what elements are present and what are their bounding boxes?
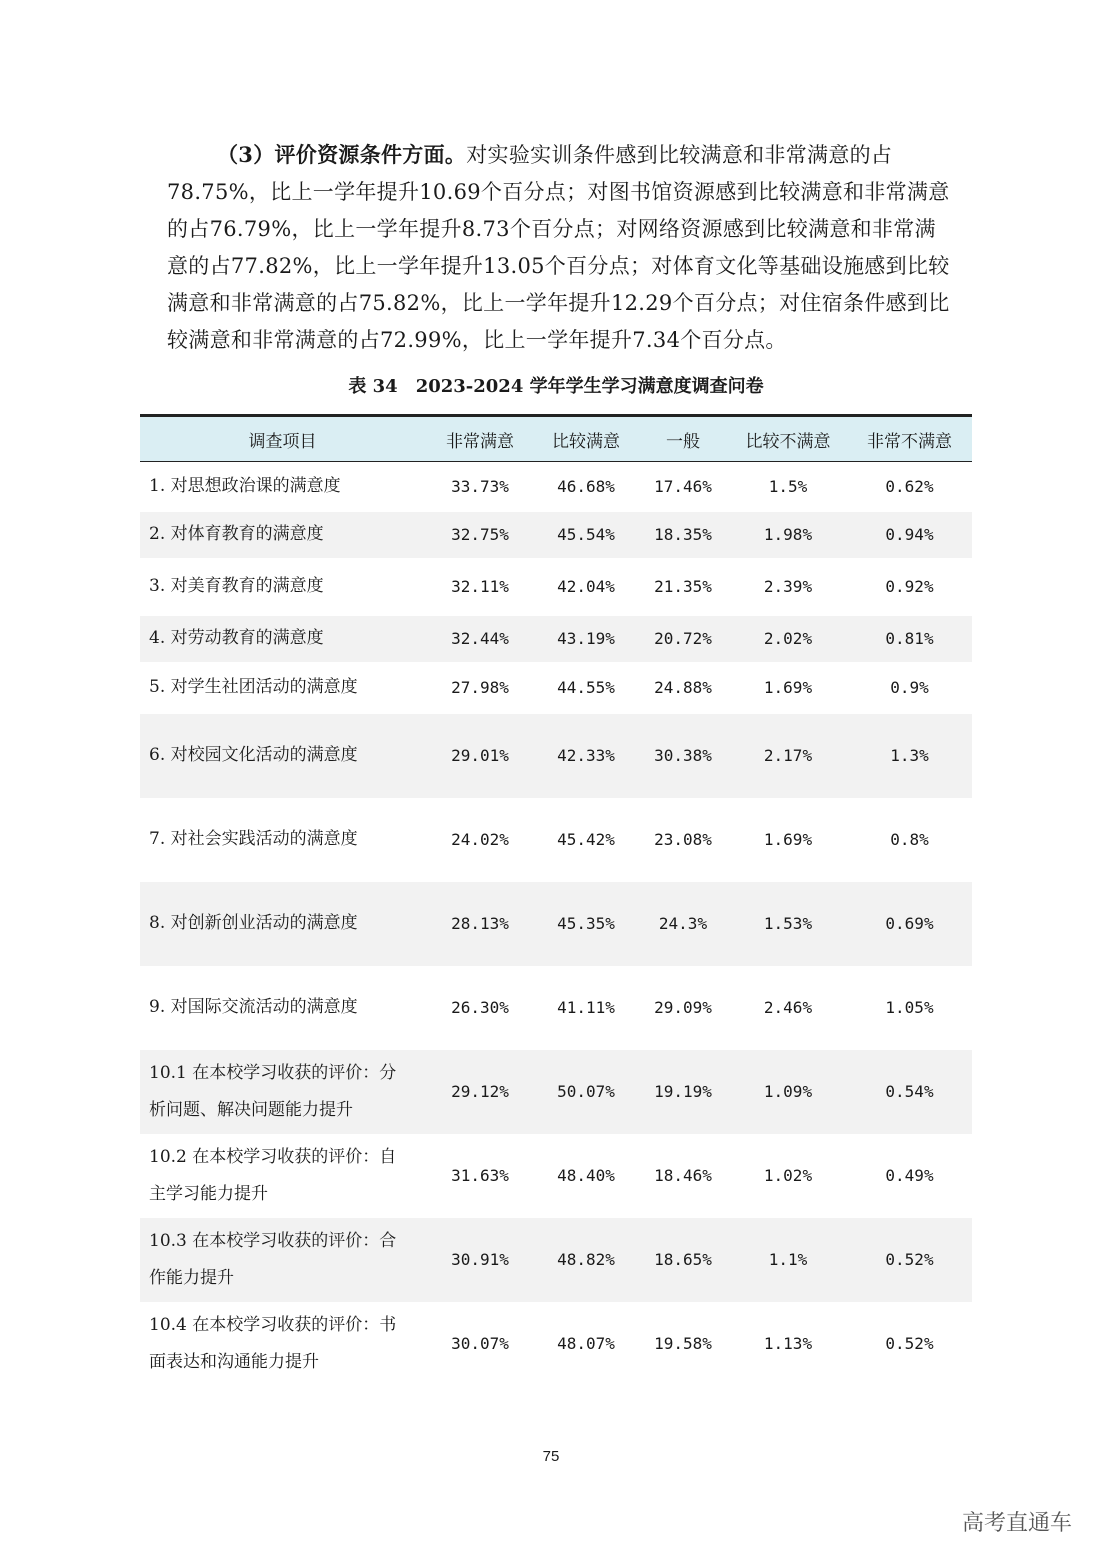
row-item-line: 4. 对劳动教育的满意度 — [149, 628, 324, 648]
row-item-label — [140, 798, 425, 882]
table-row — [140, 558, 972, 616]
row-item-line: 作能力提升 — [149, 1267, 234, 1288]
row-value: 41.11% — [557, 998, 615, 1017]
row-value: 0.62% — [885, 477, 934, 497]
satisfaction-table — [140, 414, 972, 1386]
table-row — [140, 662, 972, 714]
table-row — [140, 882, 972, 966]
row-item-line: 1. 对思想政治课的满意度 — [149, 476, 341, 497]
row-value: 29.12% — [451, 1082, 509, 1101]
row-item-line: 主学习能力提升 — [149, 1183, 268, 1204]
row-value: 1.02% — [763, 1166, 813, 1185]
header-very-satisfied: 非常满意 — [425, 416, 535, 462]
row-value: 29.01% — [451, 746, 509, 765]
row-value: 43.19% — [557, 629, 615, 648]
table-row — [140, 512, 972, 558]
table-caption-number: 表 34 — [348, 376, 398, 397]
row-item-line: 10.2 在本校学习收获的评价：自 — [149, 1146, 397, 1167]
row-item-label — [140, 1134, 425, 1218]
row-value: 33.73% — [451, 477, 509, 497]
table-body — [140, 462, 972, 1386]
paragraph-heading: （3）评价资源条件方面。 — [217, 142, 467, 167]
paragraph-line-4: 意的占77.82%，比上一学年提升13.05个百分点；对体育文化等基础设施感到比较 — [167, 254, 950, 278]
table-row — [140, 798, 972, 882]
row-value: 28.13% — [451, 914, 509, 933]
row-value: 48.40% — [557, 1166, 615, 1185]
row-value: 0.92% — [885, 577, 934, 596]
row-value: 18.46% — [654, 1166, 712, 1185]
row-value: 2.17% — [763, 746, 813, 765]
row-value: 20.72% — [654, 629, 712, 648]
table-row — [140, 966, 972, 1050]
row-item-line: 析问题、解决问题能力提升 — [149, 1099, 353, 1120]
row-item-line: 3. 对美育教育的满意度 — [149, 576, 324, 596]
row-value: 27.98% — [451, 678, 509, 697]
row-value: 32.44% — [451, 629, 509, 648]
row-item-label — [140, 1218, 425, 1302]
row-value: 1.3% — [890, 746, 929, 765]
watermark-text: 高考直通车 — [961, 1511, 1072, 1536]
row-value: 0.9% — [890, 678, 929, 697]
row-value: 21.35% — [654, 577, 712, 596]
body-paragraph — [167, 136, 957, 359]
row-value: 45.54% — [557, 525, 615, 544]
row-value: 32.75% — [451, 525, 509, 544]
row-value: 44.55% — [557, 678, 615, 697]
row-value: 0.54% — [885, 1082, 934, 1101]
row-value: 1.05% — [885, 998, 934, 1017]
table-row — [140, 1218, 972, 1302]
row-item-line: 面表达和沟通能力提升 — [149, 1351, 319, 1372]
row-value: 0.52% — [885, 1334, 934, 1353]
row-item-line: 10.1 在本校学习收获的评价：分 — [149, 1062, 397, 1083]
row-value: 1.5% — [768, 477, 808, 497]
table-caption — [140, 372, 972, 398]
row-item-label — [140, 1302, 425, 1386]
row-value: 18.65% — [654, 1250, 712, 1269]
row-value: 0.52% — [885, 1250, 934, 1269]
row-item-line: 10.3 在本校学习收获的评价：合 — [149, 1230, 397, 1251]
row-value: 19.19% — [654, 1082, 712, 1101]
row-value: 1.09% — [763, 1082, 813, 1101]
row-value: 24.88% — [654, 678, 712, 697]
row-value: 46.68% — [557, 477, 615, 497]
row-value: 2.46% — [763, 998, 813, 1017]
row-value: 1.69% — [763, 830, 813, 849]
row-value: 30.91% — [451, 1250, 509, 1269]
row-value: 1.69% — [763, 678, 813, 697]
row-value: 24.3% — [658, 914, 708, 933]
row-item-line: 8. 对创新创业活动的满意度 — [149, 913, 358, 933]
row-value: 42.04% — [557, 577, 615, 596]
paragraph-line-6: 较满意和非常满意的占72.99%，比上一学年提升7.34个百分点。 — [167, 328, 787, 352]
row-item-line: 9. 对国际交流活动的满意度 — [149, 997, 358, 1017]
row-item-label — [140, 966, 425, 1050]
row-item-line: 7. 对社会实践活动的满意度 — [149, 829, 358, 849]
row-value: 18.35% — [654, 525, 712, 544]
paragraph-line-5: 满意和非常满意的占75.82%，比上一学年提升12.29个百分点；对住宿条件感到比 — [167, 291, 950, 315]
row-item-label — [140, 662, 425, 714]
row-value: 48.07% — [557, 1334, 615, 1353]
table-row — [140, 1050, 972, 1134]
row-value: 45.42% — [557, 830, 615, 849]
row-value: 26.30% — [451, 998, 509, 1017]
row-value: 29.09% — [654, 998, 712, 1017]
table-header-row — [140, 416, 972, 462]
row-item-line: 6. 对校园文化活动的满意度 — [149, 745, 358, 765]
table-row — [140, 462, 972, 512]
row-value: 0.81% — [885, 629, 934, 648]
table-row — [140, 714, 972, 798]
row-value: 45.35% — [557, 914, 615, 933]
row-value: 17.46% — [654, 477, 712, 497]
header-satisfied: 比较满意 — [535, 416, 637, 462]
row-item-label — [140, 1050, 425, 1134]
row-value: 42.33% — [557, 746, 615, 765]
row-item-label — [140, 882, 425, 966]
row-value: 30.38% — [654, 746, 712, 765]
row-value: 23.08% — [654, 830, 712, 849]
row-value: 2.39% — [763, 577, 813, 596]
row-value: 50.07% — [557, 1082, 615, 1101]
row-item-label — [140, 714, 425, 798]
row-value: 19.58% — [654, 1334, 712, 1353]
row-item-line: 2. 对体育教育的满意度 — [149, 524, 324, 544]
row-item-label — [140, 512, 425, 558]
row-item-label — [140, 462, 425, 512]
table-row — [140, 616, 972, 662]
paragraph-line-2: 78.75%，比上一学年提升10.69个百分点；对图书馆资源感到比较满意和非常满意 — [167, 180, 950, 204]
table-row — [140, 1302, 972, 1386]
header-neutral: 一般 — [637, 416, 729, 462]
row-item-label — [140, 616, 425, 662]
row-value: 30.07% — [451, 1334, 509, 1353]
row-value: 1.98% — [763, 525, 813, 544]
row-value: 48.82% — [557, 1250, 615, 1269]
row-value: 0.94% — [885, 525, 934, 544]
table-row — [140, 1134, 972, 1218]
header-item: 调查项目 — [140, 416, 425, 462]
row-value: 1.13% — [763, 1334, 813, 1353]
row-value: 0.69% — [885, 914, 934, 933]
row-value: 24.02% — [451, 830, 509, 849]
header-very-dissatisfied: 非常不满意 — [847, 416, 972, 462]
row-value: 0.8% — [890, 830, 929, 849]
paragraph-line-1: （3）评价资源条件方面。对实验实训条件感到比较满意和非常满意的占 — [217, 142, 893, 167]
page-number: 75 — [542, 1448, 560, 1465]
row-item-line: 10.4 在本校学习收获的评价：书 — [149, 1314, 397, 1335]
paragraph-line-3: 的占76.79%，比上一学年提升8.73个百分点；对网络资源感到比较满意和非常满 — [167, 217, 936, 241]
row-value: 2.02% — [763, 629, 813, 648]
table-caption-title: 2023-2024 学年学生学习满意度调查问卷 — [415, 376, 764, 397]
row-value: 32.11% — [451, 577, 509, 596]
row-value: 31.63% — [451, 1166, 509, 1185]
row-item-line: 5. 对学生社团活动的满意度 — [149, 677, 358, 697]
row-value: 1.53% — [763, 914, 813, 933]
row-item-label — [140, 558, 425, 616]
row-value: 0.49% — [885, 1166, 934, 1185]
header-dissatisfied: 比较不满意 — [729, 416, 847, 462]
row-value: 1.1% — [768, 1250, 808, 1269]
